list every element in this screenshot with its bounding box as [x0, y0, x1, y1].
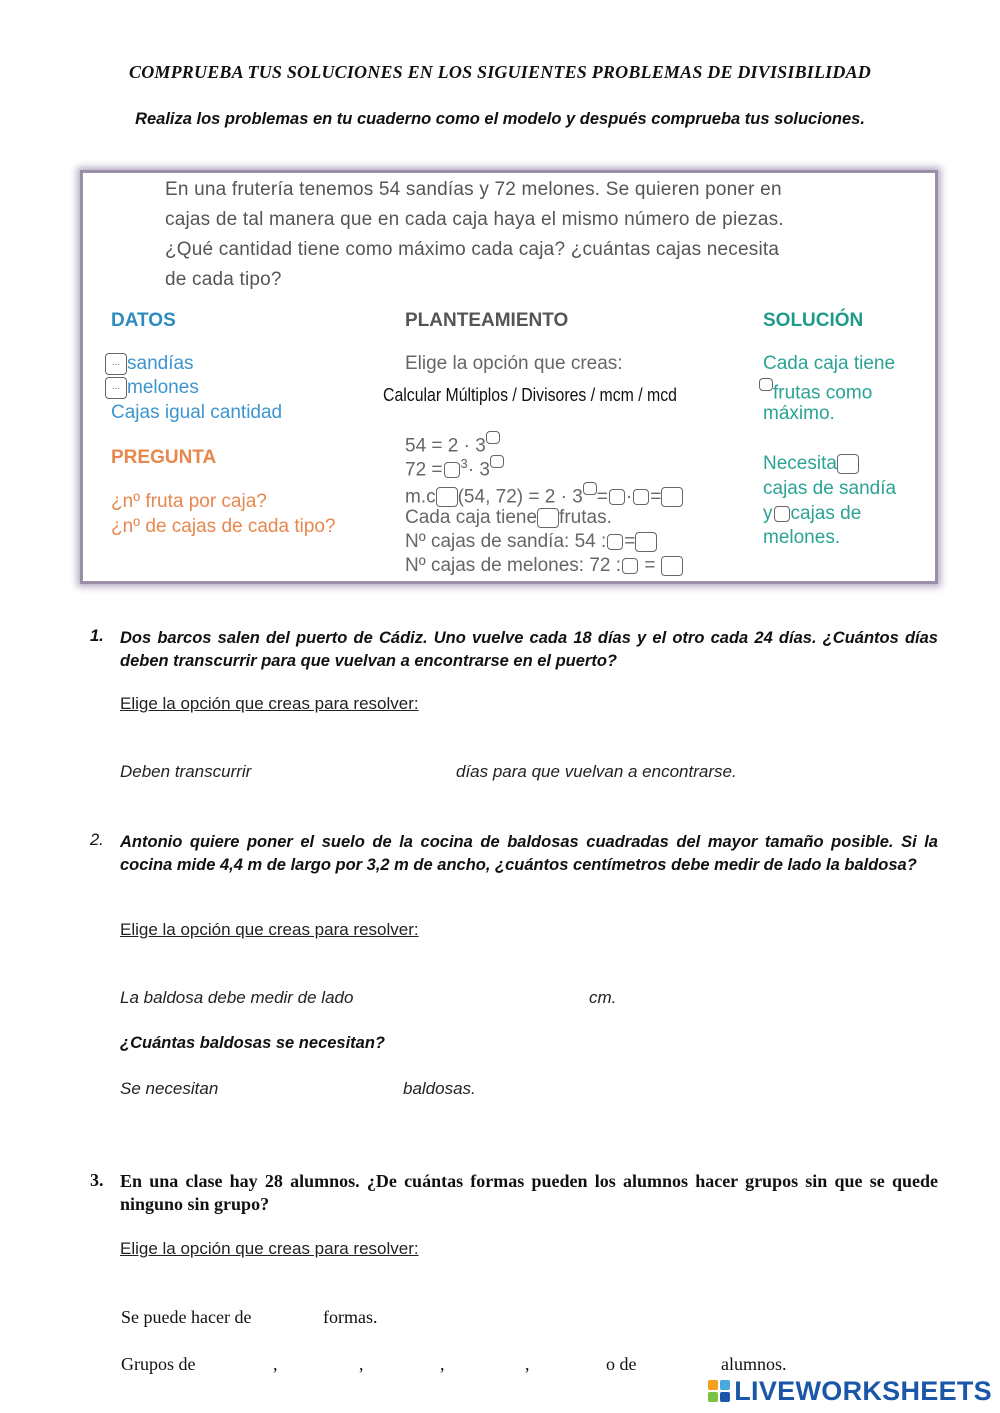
- datos-melones: ... melones: [105, 377, 199, 399]
- model-statement-line: En una frutería tenemos 54 sandías y 72 melones. Se quieren poner en: [165, 179, 782, 200]
- problem-2-number: 2.: [90, 831, 104, 849]
- model-example-box: [80, 170, 938, 584]
- answer-box: [490, 455, 504, 468]
- solucion-s2: frutas como: [759, 378, 872, 404]
- problem-3-number: 3.: [90, 1170, 104, 1190]
- answer-box: [609, 489, 625, 505]
- problem-3-text: En una clase hay 28 alumnos. ¿De cuántas formas pueden los alumnos hacer grupos sin que se quede ninguno sin grupo?: [120, 1171, 938, 1214]
- planteamiento-l5: Nº cajas de sandía: 54 : =: [405, 531, 657, 553]
- answer-box: [633, 489, 649, 505]
- answer-box: [607, 534, 623, 550]
- problem-2-answer2-start: Se necesitan: [120, 1079, 219, 1098]
- answer-box: [661, 487, 683, 507]
- pregunta-q1: ¿nº fruta por caja?: [111, 491, 267, 512]
- problem-2-answer-end: cm.: [589, 988, 617, 1007]
- datos-cajas: Cajas igual cantidad: [111, 402, 283, 423]
- problem-3-comma: ,: [273, 1354, 278, 1374]
- solucion-header: SOLUCIÓN: [763, 310, 864, 331]
- datos-sandias: ... sandías: [105, 353, 194, 375]
- solucion-s3: máximo.: [763, 403, 835, 424]
- problem-3-groups-end: alumnos.: [721, 1354, 787, 1374]
- answer-box: [583, 482, 597, 495]
- problem-2-text: Antonio quiere poner el suelo de la cocina de baldosas cuadradas del mayor tamaño posible. Si la cocina mide 4,4 m de largo por 3,2 m de ancho, ¿cuántos centímetros debe medir de lado la baldosa?: [120, 833, 938, 874]
- model-statement-line: cajas de tal manera que en cada caja haya el mismo número de piezas.: [165, 209, 784, 230]
- planteamiento-l6: Nº cajas de melones: 72 : =: [405, 555, 683, 577]
- planteamiento-l4: Cada caja tiene frutas.: [405, 507, 612, 528]
- problem-1-answer-start: Deben transcurrir: [120, 762, 252, 781]
- liveworksheets-logo: LIVEWORKSHEETS: [708, 1376, 992, 1407]
- problem-2-answer-start: La baldosa debe medir de lado: [120, 988, 354, 1007]
- planteamiento-elige: Elige la opción que creas:: [405, 353, 623, 374]
- liveworksheets-logo-icon: [708, 1380, 730, 1402]
- solucion-s7: melones.: [763, 527, 841, 548]
- problem-3-comma: ,: [525, 1354, 530, 1374]
- pregunta-header: PREGUNTA: [111, 447, 217, 468]
- page-title: COMPRUEBA TUS SOLUCIONES EN LOS SIGUIENTES PROBLEMAS DE DIVISIBILIDAD: [129, 62, 871, 82]
- problem-1-answer-end: días para que vuelvan a encontrarse.: [456, 762, 737, 781]
- problem-2-answer2-end: baldosas.: [403, 1079, 476, 1098]
- problem-1-text: Dos barcos salen del puerto de Cádiz. Uno vuelve cada 18 días y el otro cada 24 días. ¿Cuántos días deben transcurrir para que vuelvan a encontrarse en el puerto?: [120, 629, 938, 670]
- datos-header: DATOS: [111, 310, 176, 331]
- solucion-s6: y cajas de: [763, 503, 862, 524]
- problem-2-question2: ¿Cuántas baldosas se necesitan?: [120, 1034, 386, 1052]
- problem-1-number: 1.: [90, 627, 104, 645]
- datos-sandias-box: ...: [105, 353, 127, 375]
- problem-3-comma: ,: [359, 1354, 364, 1374]
- pregunta-q2: ¿nº de cajas de cada tipo?: [111, 516, 336, 537]
- answer-box: [444, 462, 460, 478]
- planteamiento-l1: 54 = 2 · 3: [405, 431, 500, 457]
- solucion-s1: Cada caja tiene: [763, 353, 896, 374]
- solucion-s5: cajas de sandía: [763, 478, 897, 499]
- problem-3-groups-or: o de: [606, 1354, 637, 1374]
- planteamiento-header: PLANTEAMIENTO: [405, 310, 569, 331]
- answer-box: [759, 378, 773, 391]
- page-subtitle: Realiza los problemas en tu cuaderno como el modelo y después comprueba tus soluciones.: [135, 110, 865, 128]
- answer-box: [436, 487, 458, 507]
- problem-3-answer-start: Se puede hacer de: [121, 1307, 252, 1327]
- problem-3-answer-end: formas.: [323, 1307, 378, 1327]
- solucion-s4: Necesita: [763, 453, 859, 475]
- problem-3-groups-start: Grupos de: [121, 1354, 196, 1374]
- problem-1-choose-option[interactable]: Elige la opción que creas para resolver:: [120, 694, 419, 713]
- planteamiento-l2: 72 = $^3$· 3: [405, 455, 504, 481]
- answer-box: [635, 532, 657, 552]
- answer-box: [837, 454, 859, 474]
- answer-box: [774, 506, 790, 522]
- answer-box: [661, 556, 683, 576]
- problem-3-comma: ,: [440, 1354, 445, 1374]
- planteamiento-opciones: Calcular Múltiplos / Divisores / mcm / mcd: [383, 385, 677, 405]
- model-statement-line: ¿Qué cantidad tiene como máximo cada caja? ¿cuántas cajas necesita: [165, 239, 780, 260]
- problem-3-choose-option[interactable]: Elige la opción que creas para resolver:: [120, 1239, 419, 1258]
- answer-box: [486, 431, 500, 444]
- datos-melones-box: ...: [105, 377, 127, 399]
- answer-box: [622, 558, 638, 574]
- problem-2-choose-option[interactable]: Elige la opción que creas para resolver:: [120, 920, 419, 939]
- planteamiento-l3: m.c (54, 72) = 2 · 3 = · =: [405, 482, 683, 508]
- model-statement-line: de cada tipo?: [165, 269, 282, 290]
- answer-box: [537, 508, 559, 528]
